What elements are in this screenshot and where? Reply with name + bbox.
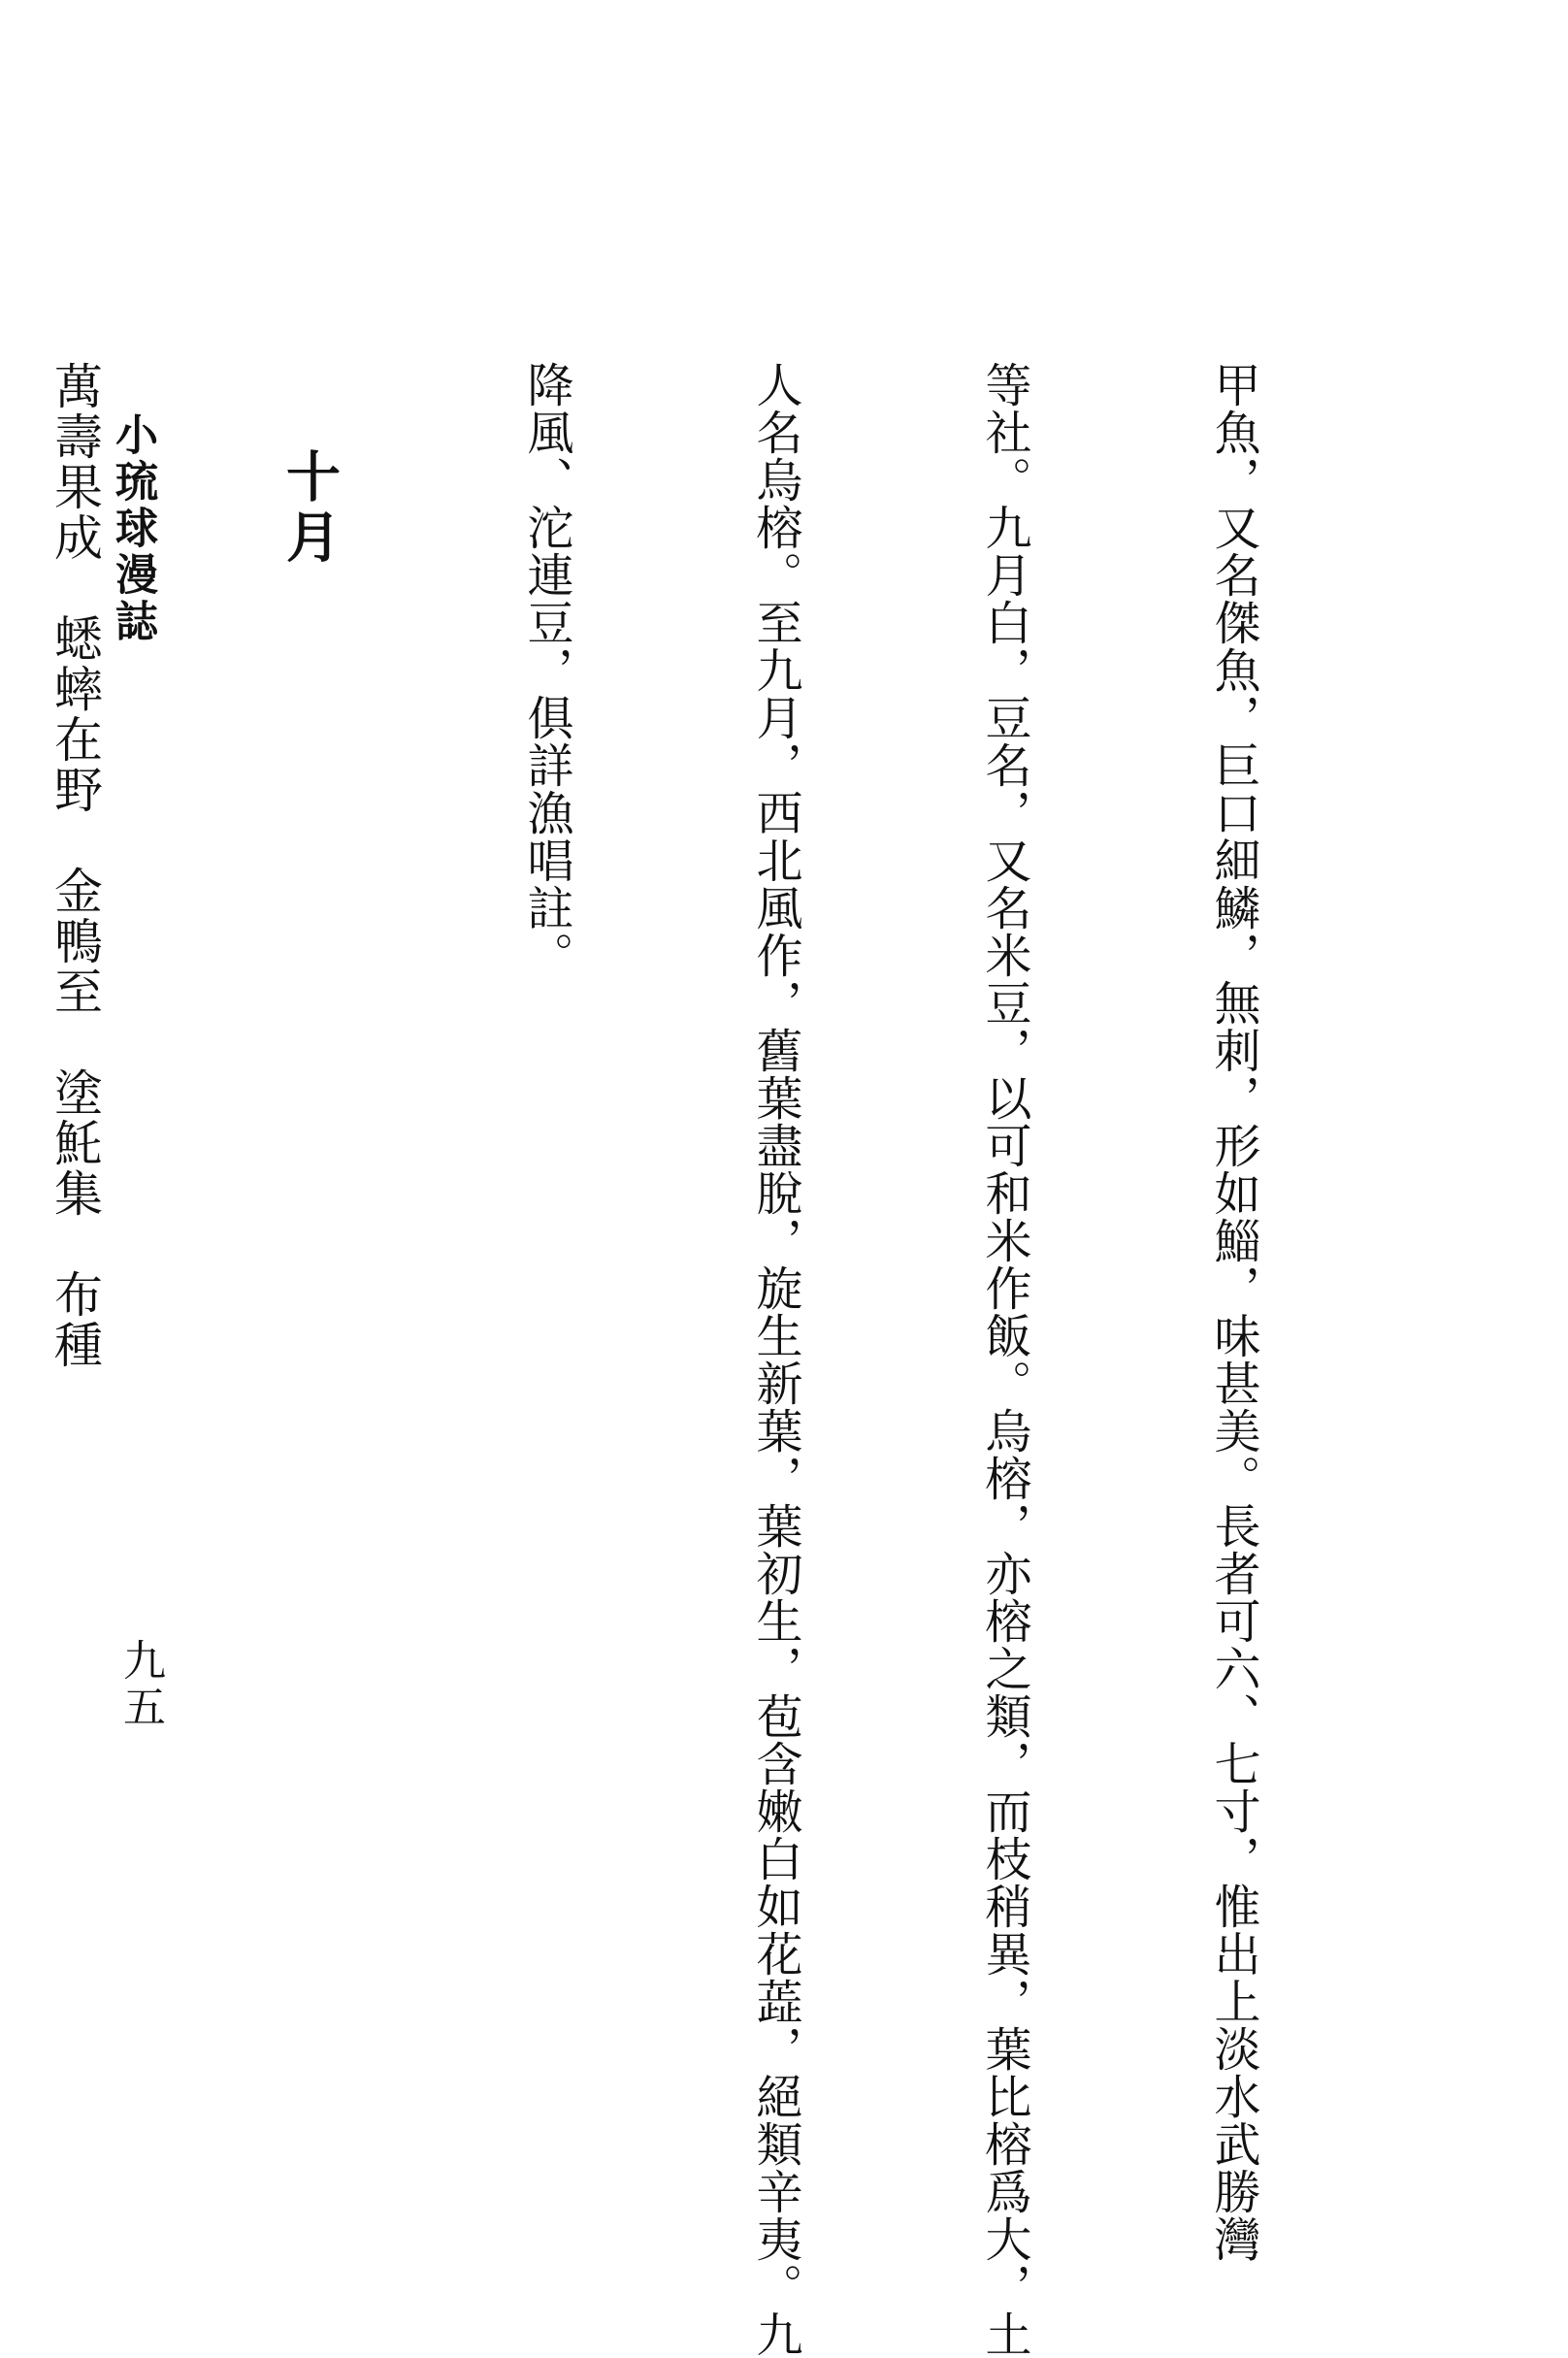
text-column: 等社。九月白，豆名，又名米豆，以可和米作飯。烏榕，亦榕之類，而枝稍異，葉比榕爲大，土	[977, 361, 1031, 2358]
month-heading: 十月	[278, 448, 342, 569]
text-column: 甲魚，又名傑魚，巨口細鱗，無刺，形如鯔，味甚美。長者可六、七寸，惟出上淡水武勝灣	[1206, 361, 1260, 2263]
running-head: 小琉球漫誌	[108, 412, 157, 645]
main-text	[0, 361, 1422, 2358]
page-number: 九五	[115, 1638, 165, 1731]
text-column: 降風、沱連豆，俱詳漁唱註。	[519, 361, 573, 979]
text-column: 人名烏榕。至九月，西北風作，舊葉盡脫，旋生新葉，葉初生，苞含嫩白如花蕋，絕類辛夷。九	[748, 361, 802, 2358]
phenology-heading: 萬壽果成 蟋蟀在野 金鴨至 塗魠集 布種	[47, 361, 103, 1370]
